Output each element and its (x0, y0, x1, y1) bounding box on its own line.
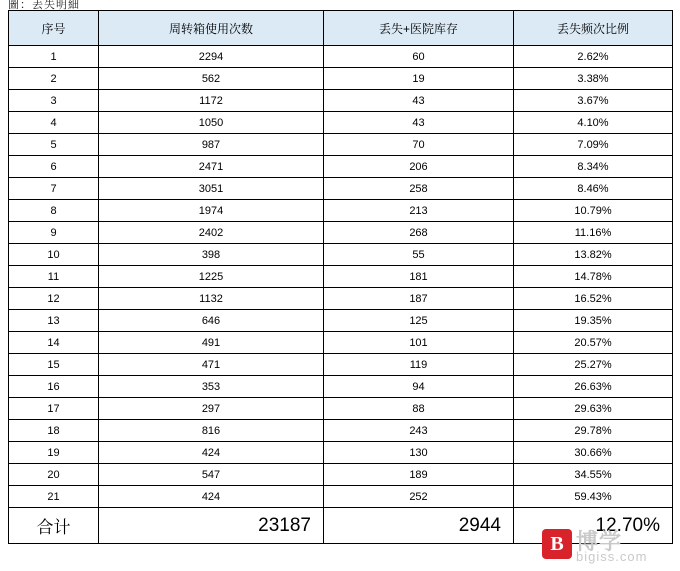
cell-ratio: 14.78% (514, 266, 673, 288)
cell-usage: 1974 (99, 200, 324, 222)
table-row (9, 200, 673, 222)
cell-usage: 2294 (99, 46, 324, 68)
watermark-sub-text: bigiss.com (576, 549, 648, 564)
cell-loss: 60 (324, 46, 514, 68)
cell-loss: 70 (324, 134, 514, 156)
table-row (9, 134, 673, 156)
cell-loss: 181 (324, 266, 514, 288)
cell-ratio: 25.27% (514, 354, 673, 376)
cell-index: 21 (9, 486, 99, 508)
cell-loss: 268 (324, 222, 514, 244)
cell-ratio: 8.46% (514, 178, 673, 200)
cell-ratio: 29.63% (514, 398, 673, 420)
cell-index: 10 (9, 244, 99, 266)
cell-index: 12 (9, 288, 99, 310)
cell-ratio: 16.52% (514, 288, 673, 310)
table-row (9, 486, 673, 508)
cell-ratio: 3.67% (514, 90, 673, 112)
table-row (9, 332, 673, 354)
cell-usage: 1225 (99, 266, 324, 288)
watermark-badge-icon: B (542, 529, 572, 559)
cell-loss: 243 (324, 420, 514, 442)
cell-loss: 43 (324, 112, 514, 134)
cell-index: 20 (9, 464, 99, 486)
cell-loss: 94 (324, 376, 514, 398)
cell-loss: 258 (324, 178, 514, 200)
cell-usage: 491 (99, 332, 324, 354)
cell-ratio: 13.82% (514, 244, 673, 266)
cell-loss: 125 (324, 310, 514, 332)
cell-loss: 252 (324, 486, 514, 508)
footer-usage-total: 23187 (99, 508, 324, 544)
cell-usage: 398 (99, 244, 324, 266)
cell-usage: 2471 (99, 156, 324, 178)
cell-loss: 101 (324, 332, 514, 354)
cell-loss: 130 (324, 442, 514, 464)
cell-loss: 206 (324, 156, 514, 178)
cell-usage: 1050 (99, 112, 324, 134)
cell-ratio: 2.62% (514, 46, 673, 68)
cell-usage: 987 (99, 134, 324, 156)
table-row (9, 156, 673, 178)
cell-index: 14 (9, 332, 99, 354)
column-header-usage: 周转箱使用次数 (99, 11, 324, 46)
table-row (9, 90, 673, 112)
cell-ratio: 8.34% (514, 156, 673, 178)
cell-index: 1 (9, 46, 99, 68)
table-footer (9, 508, 673, 544)
cell-loss: 88 (324, 398, 514, 420)
cell-ratio: 29.78% (514, 420, 673, 442)
cell-loss: 213 (324, 200, 514, 222)
footer-row (9, 508, 673, 544)
table-row (9, 420, 673, 442)
cell-loss: 119 (324, 354, 514, 376)
cell-usage: 2402 (99, 222, 324, 244)
cell-index: 6 (9, 156, 99, 178)
column-header-loss: 丢失+医院库存 (324, 11, 514, 46)
cell-usage: 646 (99, 310, 324, 332)
cell-loss: 19 (324, 68, 514, 90)
table-row (9, 266, 673, 288)
cell-index: 4 (9, 112, 99, 134)
cell-index: 13 (9, 310, 99, 332)
cell-index: 19 (9, 442, 99, 464)
loss-statistics-table (8, 10, 673, 544)
cell-ratio: 10.79% (514, 200, 673, 222)
cell-ratio: 19.35% (514, 310, 673, 332)
cell-index: 11 (9, 266, 99, 288)
cell-loss: 187 (324, 288, 514, 310)
cell-usage: 424 (99, 442, 324, 464)
cell-index: 3 (9, 90, 99, 112)
cell-ratio: 4.10% (514, 112, 673, 134)
cell-usage: 547 (99, 464, 324, 486)
footer-label: 合计 (9, 508, 99, 544)
table-row (9, 222, 673, 244)
cell-ratio: 20.57% (514, 332, 673, 354)
table-row (9, 244, 673, 266)
table-header (9, 11, 673, 46)
header-row (9, 11, 673, 46)
cell-usage: 353 (99, 376, 324, 398)
table-row (9, 442, 673, 464)
table-row (9, 288, 673, 310)
cell-index: 7 (9, 178, 99, 200)
cell-index: 2 (9, 68, 99, 90)
cell-usage: 3051 (99, 178, 324, 200)
table-row (9, 112, 673, 134)
cell-ratio: 3.38% (514, 68, 673, 90)
footer-loss-total: 2944 (324, 508, 514, 544)
table-row (9, 178, 673, 200)
table-row (9, 310, 673, 332)
cell-loss: 43 (324, 90, 514, 112)
cell-usage: 816 (99, 420, 324, 442)
cell-ratio: 7.09% (514, 134, 673, 156)
cell-usage: 1172 (99, 90, 324, 112)
watermark-main-text: 博学 (576, 529, 623, 554)
cell-ratio: 11.16% (514, 222, 673, 244)
table-row (9, 398, 673, 420)
cell-loss: 55 (324, 244, 514, 266)
cell-index: 16 (9, 376, 99, 398)
cell-usage: 562 (99, 68, 324, 90)
cell-usage: 424 (99, 486, 324, 508)
cell-loss: 189 (324, 464, 514, 486)
cell-index: 15 (9, 354, 99, 376)
cell-ratio: 26.63% (514, 376, 673, 398)
cell-usage: 297 (99, 398, 324, 420)
cell-ratio: 59.43% (514, 486, 673, 508)
column-header-index: 序号 (9, 11, 99, 46)
cell-index: 8 (9, 200, 99, 222)
table-row (9, 46, 673, 68)
cell-index: 18 (9, 420, 99, 442)
cell-usage: 471 (99, 354, 324, 376)
table-row (9, 464, 673, 486)
cell-index: 5 (9, 134, 99, 156)
table-row (9, 354, 673, 376)
footer-ratio-total: 12.70% (514, 508, 673, 544)
table-row (9, 376, 673, 398)
cell-index: 9 (9, 222, 99, 244)
column-header-ratio: 丢失频次比例 (514, 11, 673, 46)
table-body (9, 46, 673, 508)
cell-index: 17 (9, 398, 99, 420)
cell-ratio: 30.66% (514, 442, 673, 464)
top-text-fragment: 圖：丟失明細 (8, 0, 80, 10)
cell-usage: 1132 (99, 288, 324, 310)
cell-ratio: 34.55% (514, 464, 673, 486)
table-row (9, 68, 673, 90)
